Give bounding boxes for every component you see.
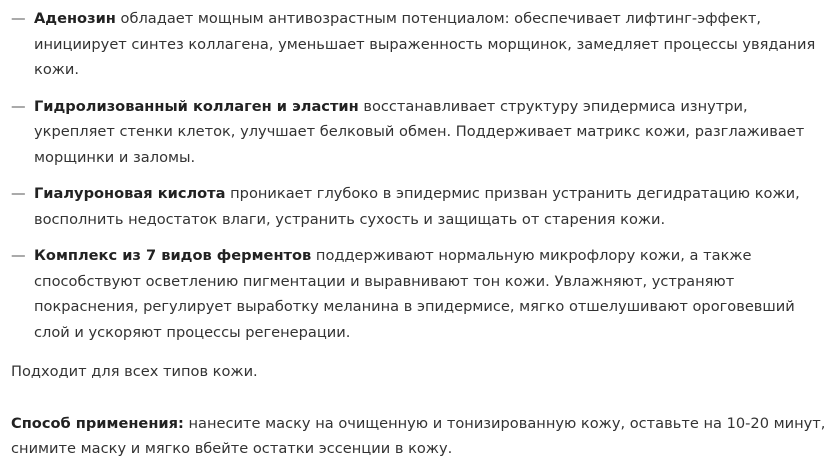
ingredient-list xyxy=(11,6,826,345)
list-item xyxy=(11,243,826,345)
dash-marker: — xyxy=(11,247,26,264)
ingredient-name: Комплекс из 7 видов ферментов xyxy=(34,247,312,264)
ingredient-description: обладает мощным антивозрастным потенциалом: обеспечивает лифтинг-эффект, инициирует синтез коллагена, уменьшает выраженность морщинок, замедляет процессы увядания кожи. xyxy=(34,10,816,78)
ingredient-description: поддерживают нормальную микрофлору кожи, а также способствуют осветлению пигментации и выравнивают тон кожи. Увлажняют, устраняют покраснения, регулирует выработку меланина в эпидермисе, мягко отшелушивают ороговевший слой и ускоряют процессы регенерации. xyxy=(34,247,795,341)
usage-text: нанесите маску на очищенную и тонизированную кожу, оставьте на 10-20 минут, снимите маску и мягко вбейте остатки эссенции в кожу. xyxy=(11,414,826,457)
usage-label: Способ применения: xyxy=(11,414,184,432)
dash-marker: — xyxy=(11,97,26,115)
usage-paragraph xyxy=(11,411,826,462)
list-item xyxy=(11,94,826,171)
product-description xyxy=(11,6,826,462)
dash-marker: — xyxy=(11,10,26,27)
skin-type-note: Подходит для всех типов кожи. xyxy=(11,363,258,380)
ingredient-name: Гидролизованный коллаген и эластин xyxy=(34,97,359,115)
list-item xyxy=(11,6,826,83)
ingredient-description: проникает глубоко в эпидермис призван устранить дегидратацию кожи, восполнить недостаток влаги, устранить сухость и защищать от старения кожи. xyxy=(34,185,800,228)
ingredient-name: Гиалуроновая кислота xyxy=(34,185,226,202)
dash-marker: — xyxy=(11,185,26,202)
list-item xyxy=(11,181,826,232)
ingredient-description: восстанавливает структуру эпидермиса изнутри, укрепляет стенки клеток, улучшает белковый обмен. Поддерживает матрикс кожи, разглаживает морщинки и заломы. xyxy=(34,97,805,166)
ingredient-name: Аденозин xyxy=(34,10,116,27)
